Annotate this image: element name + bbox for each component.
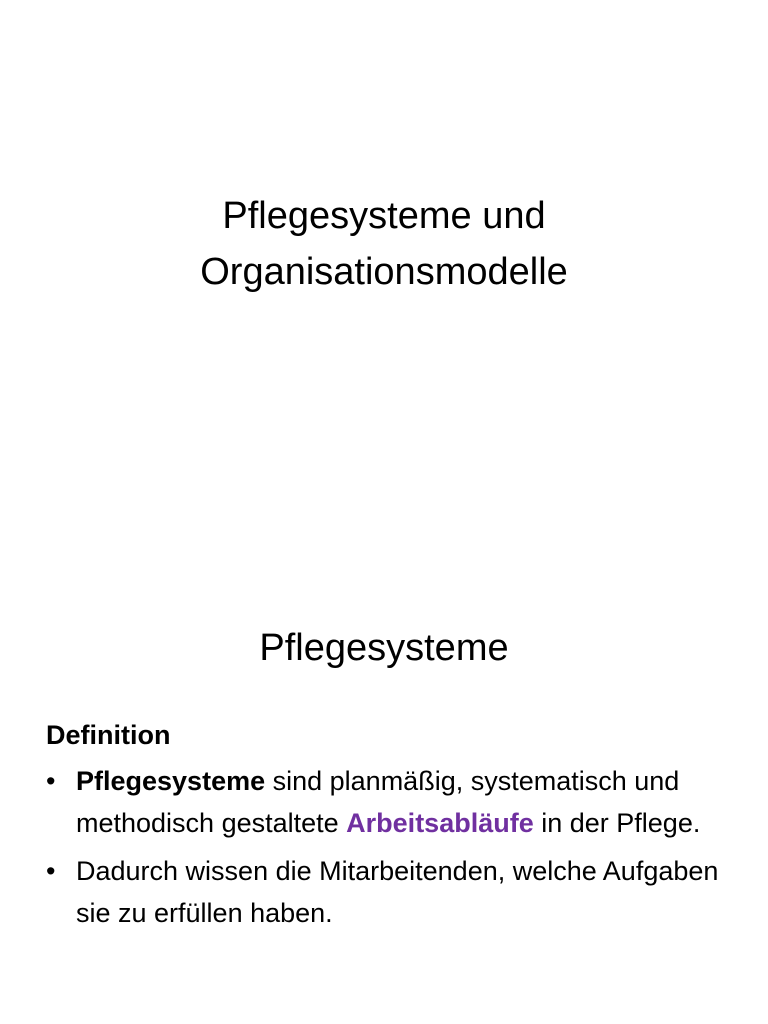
bullet-item-1 (46, 760, 726, 844)
title-line-1: Pflegesysteme und (222, 195, 546, 237)
bullet-list (46, 760, 726, 934)
slide-title: Pflegesysteme (259, 627, 509, 669)
bullet-2-text: Dadurch wissen die Mitarbeitenden, welche Aufgaben sie zu erfüllen haben. (76, 856, 719, 928)
bold-term: Pflegesysteme (76, 766, 266, 796)
title-line-2: Organisationsmodelle (200, 251, 568, 293)
section-heading: Definition (46, 720, 171, 750)
slide-content (46, 714, 726, 940)
bullet-1-text-b: in der Pflege. (533, 808, 701, 838)
bullet-icon: • (46, 766, 56, 796)
bullet-1-text-a: sind planmäßig, systematisch und methodisch gestaltete (76, 766, 680, 838)
bullet-item-2 (46, 850, 726, 934)
accent-term: Arbeitsabläufe (346, 808, 534, 838)
presentation-title (0, 188, 768, 300)
definition-slide (0, 512, 768, 1024)
bullet-icon: • (46, 856, 56, 886)
